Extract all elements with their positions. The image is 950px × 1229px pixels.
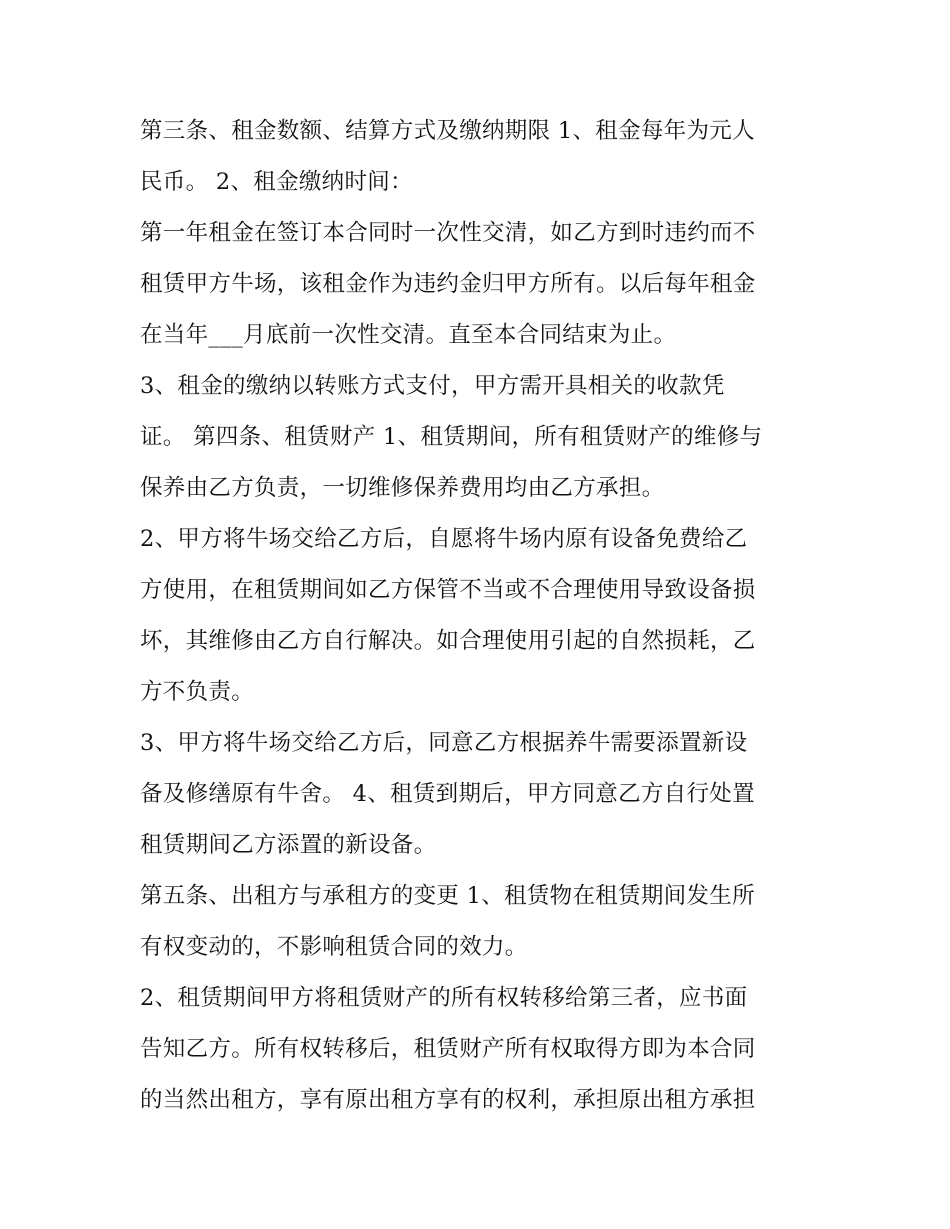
text-line: 2、租赁期间甲方将租赁财产的所有权转移给第三者，应书面: [140, 985, 748, 1011]
document-text: [140, 106, 820, 1126]
text-line: 租赁期间乙方添置的新设备。: [140, 832, 437, 858]
text-line: 备及修缮原有牛舍。 4、租赁到期后，甲方同意乙方自行处置: [140, 781, 755, 807]
text-line: 方使用，在租赁期间如乙方保管不当或不合理使用导致设备损: [140, 577, 756, 603]
text-line: 证。 第四条、租赁财产 1、租赁期间，所有租赁财产的维修与: [140, 424, 763, 450]
text-line: 在当年___月底前一次性交清。直至本合同结束为止。: [140, 322, 677, 348]
text-line: 第五条、出租方与承租方的变更 1、租赁物在租赁期间发生所: [140, 883, 755, 909]
text-line: 保养由乙方负责，一切维修保养费用均由乙方承担。: [140, 475, 665, 501]
text-line: 2、甲方将牛场交给乙方后，自愿将牛场内原有设备免费给乙: [140, 526, 748, 552]
text-line: 有权变动的，不影响租赁合同的效力。: [140, 934, 528, 960]
text-line: 的当然出租方，享有原出租方享有的权利，承担原出租方承担: [140, 1087, 756, 1113]
text-line: 民币。 2、租金缴纳时间：: [140, 169, 413, 195]
text-line: 告知乙方。所有权转移后，租赁财产所有权取得方即为本合同: [140, 1036, 756, 1062]
text-line: 第三条、租金数额、结算方式及缴纳期限 1、租金每年为元人: [140, 118, 755, 144]
text-line: 坏，其维修由乙方自行解决。如合理使用引起的自然损耗，乙: [140, 628, 756, 654]
text-line: 方不负责。: [140, 679, 255, 705]
text-line: 第一年租金在签订本合同时一次性交清，如乙方到时违约而不: [140, 220, 756, 246]
text-line: 3、租金的缴纳以转账方式支付，甲方需开具相关的收款凭: [140, 373, 725, 399]
text-line: 3、甲方将牛场交给乙方后，同意乙方根据养牛需要添置新设: [140, 730, 748, 756]
text-line: 租赁甲方牛场，该租金作为违约金归甲方所有。以后每年租金: [140, 271, 756, 297]
